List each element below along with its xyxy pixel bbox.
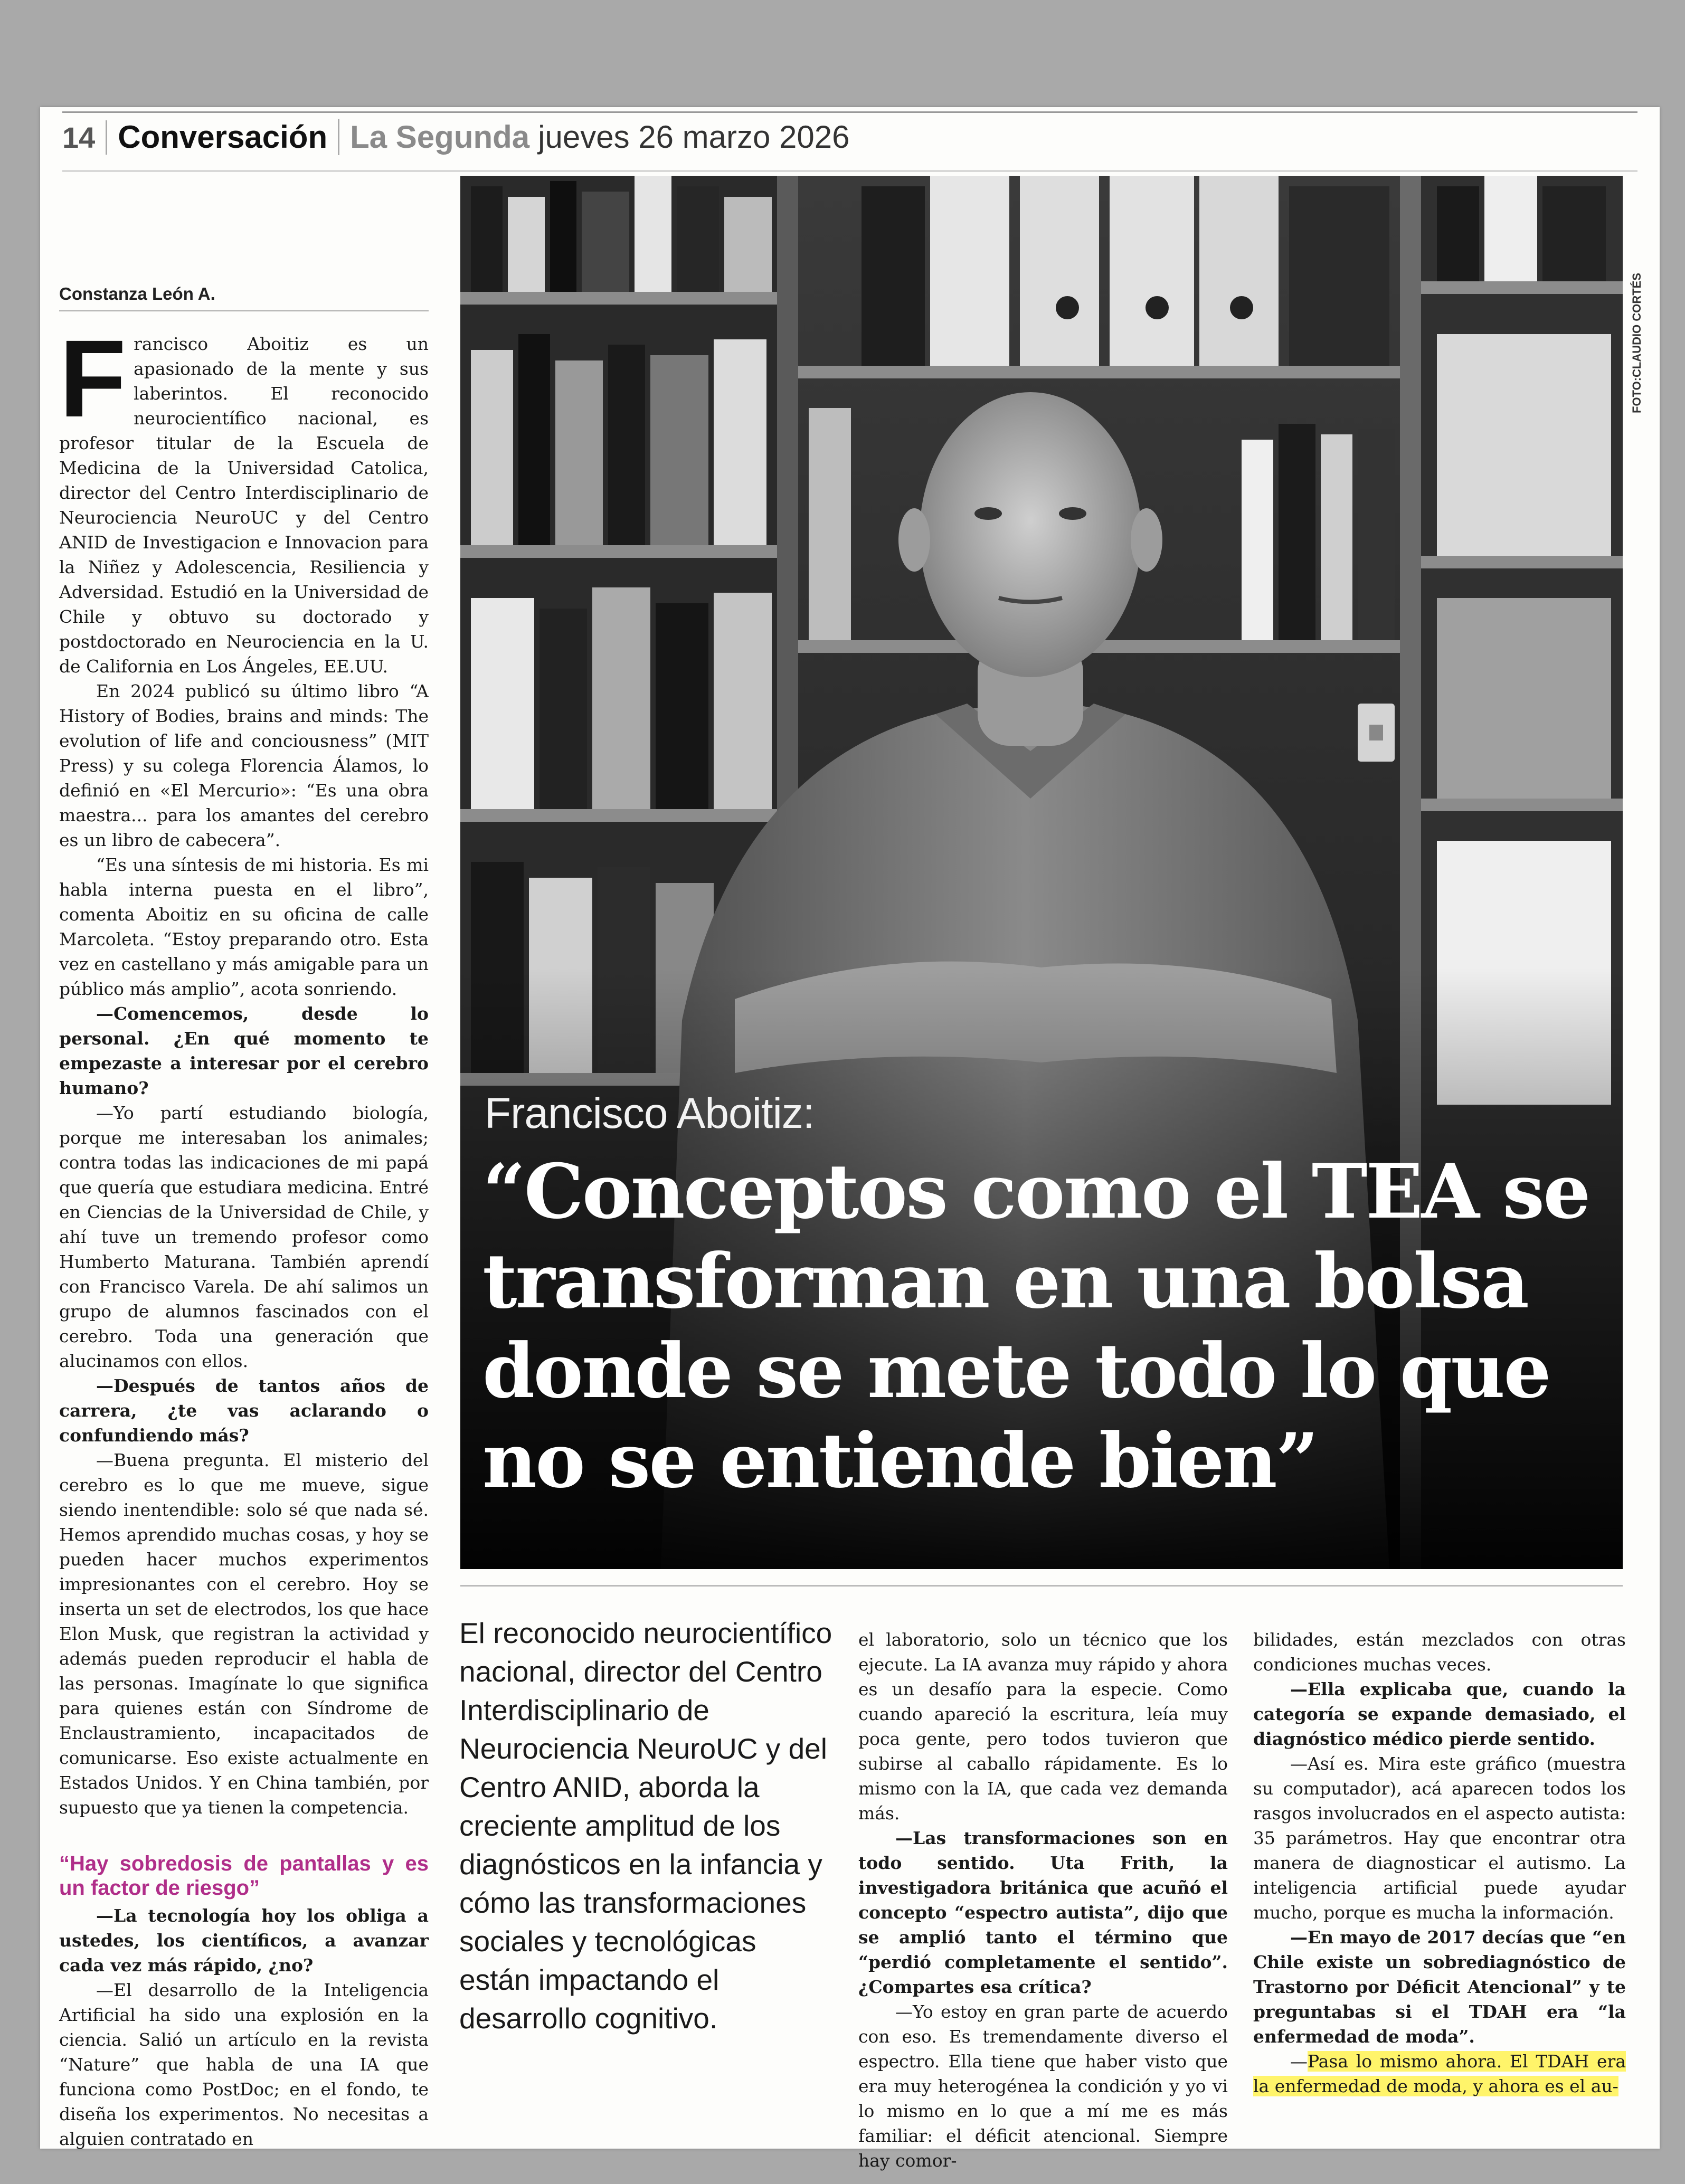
- header-rule: [62, 170, 1637, 172]
- interview-question: —En mayo de 2017 decías que “en Chile existe un sobrediagnóstico de Trastorno por Déficit Atencional” y te preguntabas si el TDAH era “la enfermedad de moda”.: [1253, 1927, 1626, 2047]
- byline-rule: [59, 310, 429, 311]
- interview-answer-continued: el laboratorio, solo un técnico que los ejecute. La IA avanza muy rápido y ahora es un desafío para la especie. Como cuando apareció la escritura, leía muy poca gente, pero todos tuvieron que subirse al caballo rápidamente. Es lo mismo con la IA, que cada vez demanda más.: [858, 1629, 1228, 1824]
- top-rule: [62, 111, 1637, 113]
- interviewee-label: Francisco Aboitiz:: [485, 1089, 815, 1137]
- section-rule: [460, 1585, 1623, 1587]
- body-paragraph: “Es una síntesis de mi historia. Es mi habla interna puesta en el libro”, comenta Aboitiz en su oficina de calle Marcoleta. “Estoy preparando otro. Esta vez en castellano y más amigable para un público más amplio”, acota sonriendo.: [59, 854, 429, 999]
- interview-question: —La tecnología hoy los obliga a ustedes, los científicos, a avanzar cada vez más rápido, ¿no?: [59, 1905, 429, 1976]
- section-name: Conversación: [107, 119, 339, 155]
- interview-question: —Ella explicaba que, cuando la categoría se expande demasiado, el diagnóstico médico pierde sentido.: [1253, 1679, 1626, 1749]
- answer-dash: —: [1290, 2051, 1308, 2072]
- newspaper-name: La Segunda: [350, 119, 530, 155]
- interview-answer: —El desarrollo de la Inteligencia Artificial ha sido una explosión en la ciencia. Salió un artículo en la revista “Nature” que habla de una IA que funciona como PostDoc; en el fondo, te diseña los experimentos. No necesitas a alguien contratado en: [59, 1980, 429, 2149]
- issue-date: jueves 26 marzo 2026: [538, 119, 850, 155]
- interview-answer: —Yo partí estudiando biología, porque me interesaban los animales; contra todas las indicaciones de mi papá que quería que estudiara medicina. Entré en Ciencias de la Universidad de Chile, y ahí tuve un tremendo profesor como Humberto Maturana. También aprendí con Francisco Varela. De ahí salimos un grupo de alumnos fascinados con el cerebro. Toda una generación que alucinamos con ellos.: [59, 1103, 429, 1371]
- interview-answer: [1253, 2049, 1626, 2098]
- article-column-3: [858, 1627, 1228, 2173]
- subheading: “Hay sobredosis de pantallas y es un factor de riesgo”: [59, 1852, 429, 1900]
- lead-paragraph: [59, 318, 429, 679]
- interview-question: —Comencemos, desde lo personal. ¿En qué momento te empezaste a interesar por el cerebro humano?: [59, 1003, 429, 1098]
- interview-answer: —Buena pregunta. El misterio del cerebro es lo que me mueve, sigue siendo inentendible: solo sé que nada sé. Hemos aprendido muchas cosas, y hoy se pueden hacer muchos experimentos impresionantes con el cerebro. Hoy se inserta un set de electrodos, los que hace Elon Musk, que registran la actividad y además pueden reproducir el habla de las personas. Imagínate lo que significa para quienes están con Síndrome de Enclaustramiento, incapacitados de comunicarse. Eso existe actualmente en Estados Unidos. Y en China también, por supuesto que ya tienen la competencia.: [59, 1450, 429, 1818]
- page-number: 14: [62, 120, 107, 155]
- interview-answer: —Así es. Mira este gráfico (muestra su computador), acá aparecen todos los rasgos involucrados en el aspecto autista: 35 parámetros. Hay que encontrar otra manera de diagnosticar el autismo. La inteligencia artificial puede ayudar mucho, porque es mucha la información.: [1253, 1753, 1626, 1923]
- interview-answer-continued: bilidades, están mezclados con otras condiciones muchas veces.: [1253, 1629, 1626, 1675]
- article-column-1: [59, 318, 429, 2151]
- interview-answer: —Yo estoy en gran parte de acuerdo con eso. Es tremendamente diverso el espectro. Ella tiene que haber visto que era muy heterogénea la condición y yo vi lo mismo en lo que a mí me es más familiar: el déficit atencional. Siempre hay comor-: [858, 2001, 1228, 2171]
- page-header: [62, 119, 850, 166]
- interview-question: —Después de tantos años de carrera, ¿te vas aclarando o confundiendo más?: [59, 1375, 429, 1446]
- highlighted-text: Pasa lo mismo ahora. El TDAH era la enfermedad de moda, y ahora es el au-: [1253, 2051, 1626, 2096]
- deck-summary: El reconocido neurocientífico nacional, director del Centro Interdisciplinario de Neurociencia NeuroUC y del Centro ANID, aborda la creciente amplitud de los diagnósticos en la infancia y cómo las transformaciones sociales y tecnológicas están impactando el desarrollo cognitivo.: [459, 1617, 832, 2035]
- interview-question: —Las transformaciones son en todo sentido. Uta Frith, la investigadora británica que acuñó el concepto “espectro autista”, dijo que se amplió tanto el término que “perdió completamente el sentido”. ¿Compartes esa crítica?: [858, 1828, 1228, 1997]
- headline: “Conceptos como el TEA se transforman en una bolsa donde se mete todo lo que no se entiende bien”: [482, 1148, 1589, 1505]
- byline: Constanza León A.: [59, 284, 215, 303]
- photo-credit: FOTO:CLAUDIO CORTÉS: [1630, 272, 1643, 413]
- portrait-photo: [460, 176, 1623, 1569]
- article-column-4: [1253, 1627, 1626, 2098]
- lead-text: rancisco Aboitiz es un apasionado de la mente y sus laberintos. El reconocido neurocientífico nacional, es profesor titular de la Escuela de Medicina de la Universidad Catolica, director del Centro Interdisciplinario de Neurociencia NeuroUC y del Centro ANID de Investigacion e Innovacion para la Niñez y Adolescencia, Resiliencia y Adversidad. Estudió en la Universidad de Chile y obtuvo su doctorado y postdoctorado en Neurociencia en la U. de California en Los Ángeles, EE.UU.: [59, 334, 429, 677]
- body-paragraph: En 2024 publicó su último libro “A History of Bodies, brains and minds: The evolution of life and conciousness” (MIT Press) y su colega Florencia Álamos, lo definió en «El Mercurio»: “Es una obra maestra... para los amantes del cerebro es un libro de cabecera”.: [59, 681, 429, 850]
- newspaper-page: [40, 107, 1660, 2171]
- drop-cap: F: [59, 318, 127, 440]
